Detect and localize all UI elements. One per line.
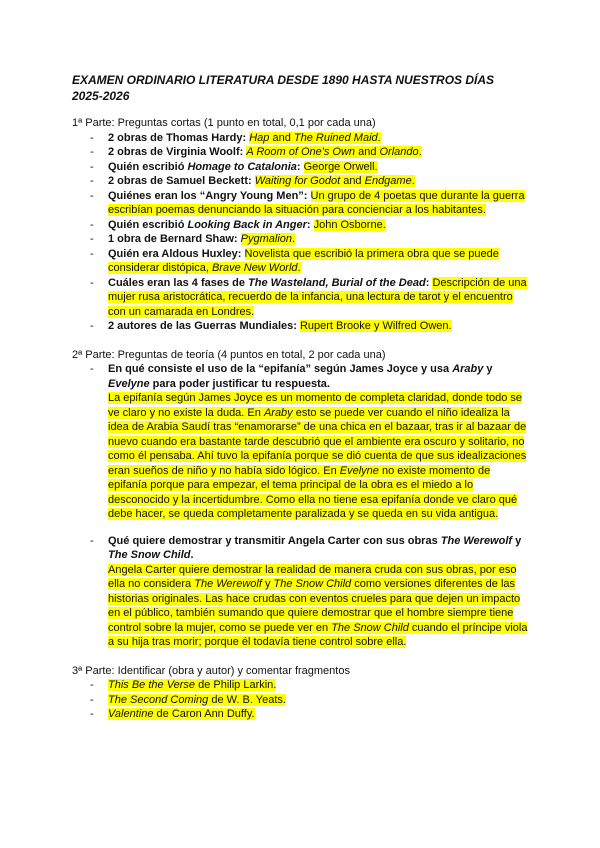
list-item: - This Be the Verse de Philip Larkin. bbox=[90, 678, 528, 693]
list-item: - 2 autores de las Guerras Mundiales: Rupert Brooke y Wilfred Owen. bbox=[90, 319, 528, 334]
list-item: - Quién escribió Looking Back in Anger: John Osborne. bbox=[90, 218, 528, 233]
list-item: - The Second Coming de W. B. Yeats. bbox=[90, 693, 528, 708]
part3-list bbox=[72, 678, 528, 722]
part1-list bbox=[72, 131, 528, 334]
exam-title-line1: EXAMEN ORDINARIO LITERATURA DESDE 1890 HASTA NUESTROS DÍAS bbox=[72, 73, 495, 87]
part2-list-2 bbox=[72, 534, 528, 650]
part2-heading: 2ª Parte: Preguntas de teoría (4 puntos en total, 2 por cada una) bbox=[72, 348, 386, 361]
list-item: - 1 obra de Bernard Shaw: Pygmalion. bbox=[90, 232, 528, 247]
list-item: - Qué quiere demostrar y transmitir Angela Carter con sus obras The Werewolf y The Snow Child. Angela Carter quiere demostrar la realidad de manera cruda con sus obras, por eso ella no considera The Werewolf y The Snow Child como versiones diferentes de las historias originales. Las hace crudas con eventos crueles para que dejen un impacto en el público, también sumando que quiere demostrar que el hombre siempre tiene control sobre la mujer, como se puede ver en The Snow Child cuando el príncipe viola a su hija tras morir; porque él todavía tiene control sobre ella. bbox=[90, 534, 528, 650]
list-item: - Cuáles eran las 4 fases de The Wasteland, Burial of the Dead: Descripción de una mujer rusa aristocrática, recuerdo de la infancia, una lectura de tarot y el encuentro con un camarada en Londres. bbox=[90, 276, 528, 320]
exam-title-line2: 2025-2026 bbox=[72, 89, 130, 103]
part2-list bbox=[72, 362, 528, 522]
list-item: - 2 obras de Virginia Woolf: A Room of One's Own and Orlando. bbox=[90, 145, 528, 160]
list-item: - Quiénes eran los “Angry Young Men”: Un grupo de 4 poetas que durante la guerra escribían poemas denunciando la situación para concienciar a los habitantes. bbox=[90, 189, 528, 218]
list-item: - Quién era Aldous Huxley: Novelista que escribió la primera obra que se puede considerar distópica, Brave New World. bbox=[90, 247, 528, 276]
list-item: - 2 obras de Thomas Hardy: Hap and The Ruined Maid. bbox=[90, 131, 528, 146]
list-item: - En qué consiste el uso de la “epifanía” según James Joyce y usa Araby y Evelyne para poder justificar tu respuesta. La epifanía según James Joyce es un momento de completa claridad, donde todo se ve claro y no existe la duda. En Araby esto se puede ver cuando el niño idealiza la idea de Arabia Saudí tras “enamorarse” de una chica en el bazaar, tras ir al bazaar de nuevo cuando era bastante tarde descubrió que el ambiente era oscuro y solitario, no como él pensaba. Ahí tuvo la epifanía porque se dió cuenta de que sus idealizaciones eran sueños de niño y no había sido lógico. En Evelyne no existe momento de epifanía porque para empezar, el tema principal de la obra es el miedo a lo desconocido y la incertidumbre. Como ella no tiene esa epifanía donde ve claro qué debe hacer, se queda completamente paralizada y se queda en su vida antigua. bbox=[90, 362, 528, 522]
exam-title bbox=[72, 72, 528, 104]
part3-heading: 3ª Parte: Identificar (obra y autor) y comentar fragmentos bbox=[72, 664, 350, 677]
list-item: - 2 obras de Samuel Beckett: Waiting for Godot and Endgame. bbox=[90, 174, 528, 189]
list-item: - Valentine de Caron Ann Duffy. bbox=[90, 707, 528, 722]
document-page bbox=[72, 72, 528, 722]
part1-heading: 1ª Parte: Preguntas cortas (1 punto en total, 0,1 por cada una) bbox=[72, 117, 376, 129]
list-item: - Quién escribió Homage to Catalonia: George Orwell. bbox=[90, 160, 528, 175]
